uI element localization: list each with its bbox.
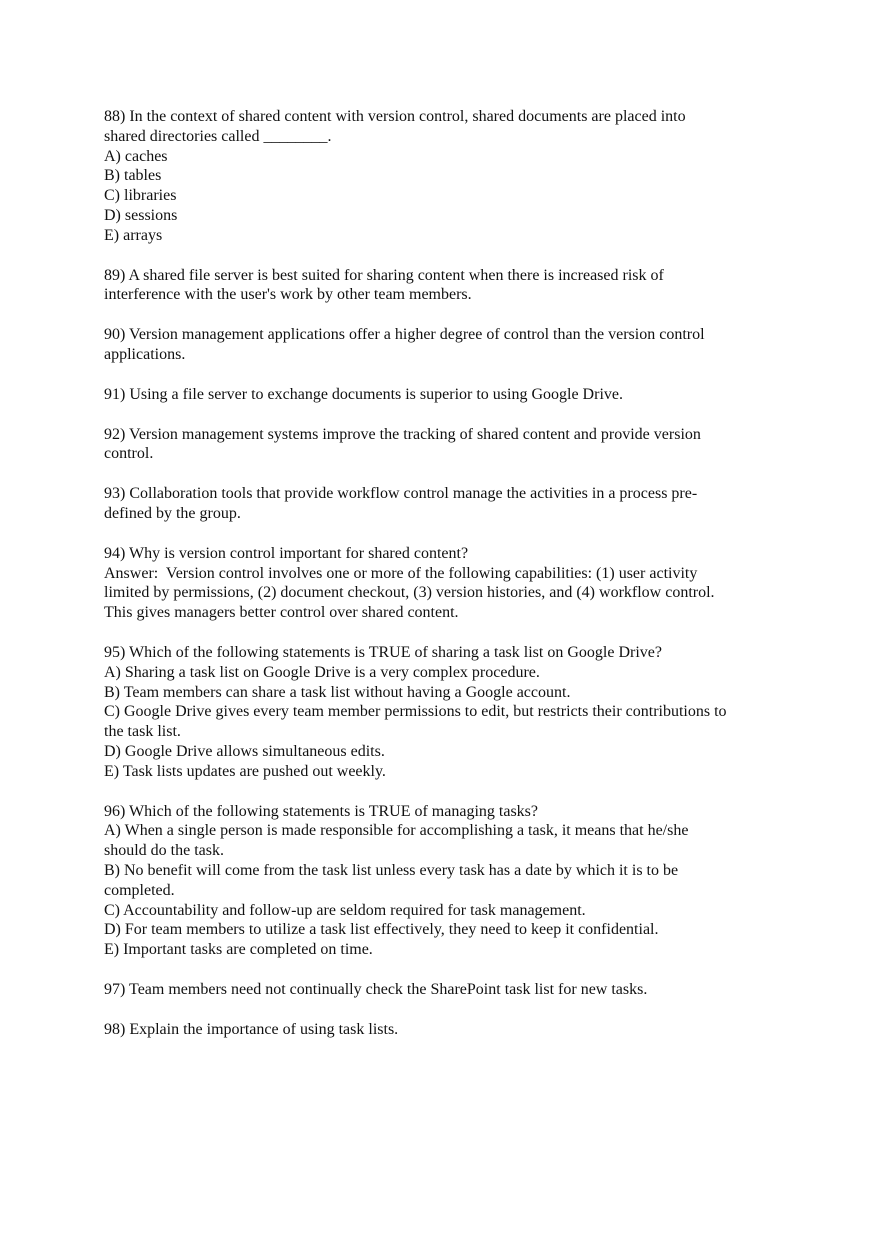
question-line: E) Important tasks are completed on time. [104, 941, 373, 959]
question-block [104, 802, 784, 960]
question-block [104, 980, 784, 1000]
question-line: Answer: Version control involves one or more of the following capabilities: (1) user activity [104, 564, 698, 582]
question-block [104, 325, 784, 365]
question-line: A) When a single person is made responsible for accomplishing a task, it means that he/she [104, 822, 689, 840]
question-line: D) Google Drive allows simultaneous edits. [104, 742, 385, 760]
question-block [104, 425, 784, 465]
question-line: applications. [104, 345, 186, 363]
question-line: C) libraries [104, 187, 177, 205]
question-text: 93) Collaboration tools that provide workflow control manage the activities in a process pre- [104, 485, 698, 503]
question-text: 88) In the context of shared content with version control, shared documents are placed into [104, 108, 686, 125]
question-block [104, 1020, 784, 1040]
question-line: D) sessions [104, 206, 178, 224]
question-block [104, 484, 784, 524]
question-line: shared directories called ________. [104, 127, 332, 145]
question-text: 91) Using a file server to exchange documents is superior to using Google Drive. [104, 385, 623, 403]
question-line: E) arrays [104, 226, 163, 244]
question-block [104, 266, 784, 306]
question-line: E) Task lists updates are pushed out weekly. [104, 762, 386, 780]
question-line: completed. [104, 881, 175, 899]
question-line: D) For team members to utilize a task list effectively, they need to keep it confidential. [104, 921, 659, 939]
question-block [104, 544, 784, 623]
question-block [104, 107, 784, 246]
question-line: the task list. [104, 723, 181, 741]
question-line: interference with the user's work by other team members. [104, 286, 472, 304]
question-line: C) Google Drive gives every team member permissions to edit, but restricts their contributions to [104, 703, 727, 721]
question-line: B) tables [104, 167, 162, 185]
question-line: limited by permissions, (2) document checkout, (3) version histories, and (4) workflow control. [104, 584, 715, 602]
question-text: 95) Which of the following statements is TRUE of sharing a task list on Google Drive? [104, 643, 662, 661]
question-text: 92) Version management systems improve the tracking of shared content and provide version [104, 425, 701, 443]
question-line: C) Accountability and follow-up are seldom required for task management. [104, 901, 586, 919]
question-list [104, 107, 784, 1059]
question-block [104, 385, 784, 405]
question-text: 94) Why is version control important for shared content? [104, 544, 469, 562]
question-line: B) Team members can share a task list without having a Google account. [104, 683, 571, 701]
question-text: 98) Explain the importance of using task lists. [104, 1020, 399, 1038]
question-line: defined by the group. [104, 504, 241, 522]
question-block [104, 643, 784, 782]
question-line: This gives managers better control over shared content. [104, 604, 459, 622]
question-text: 89) A shared file server is best suited for sharing content when there is increased risk of [104, 266, 664, 284]
question-line: control. [104, 445, 154, 463]
question-line: should do the task. [104, 842, 224, 860]
question-line: A) Sharing a task list on Google Drive is a very complex procedure. [104, 663, 540, 681]
question-text: 97) Team members need not continually check the SharePoint task list for new tasks. [104, 980, 648, 998]
question-text: 90) Version management applications offer a higher degree of control than the version control [104, 326, 705, 344]
question-line: B) No benefit will come from the task list unless every task has a date by which it is to be [104, 861, 679, 879]
question-line: A) caches [104, 147, 168, 165]
question-text: 96) Which of the following statements is TRUE of managing tasks? [104, 802, 538, 820]
